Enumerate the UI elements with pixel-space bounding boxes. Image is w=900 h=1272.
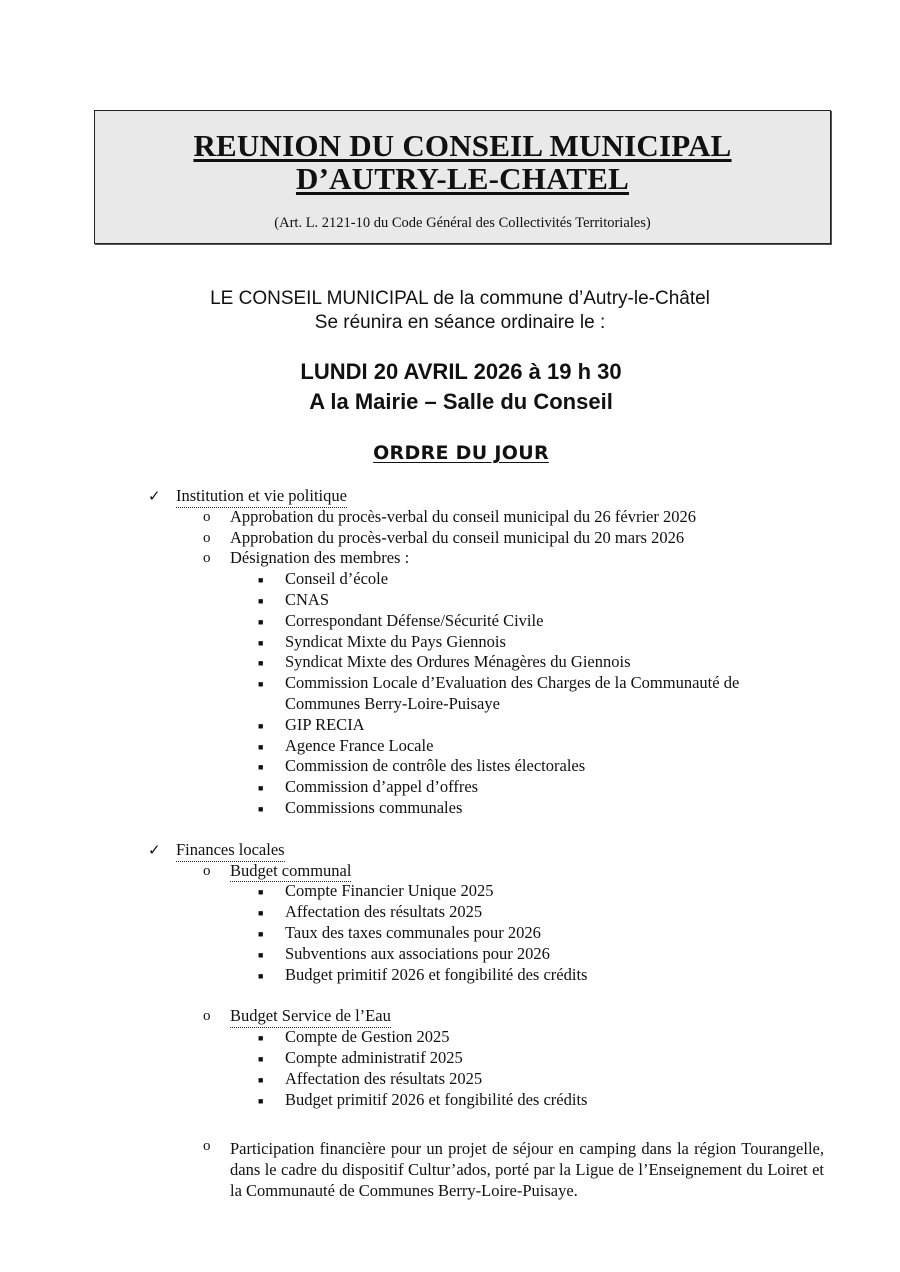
list-item [0,1069,900,1090]
list-item [0,965,900,986]
circle-bullet-icon: o [203,550,211,567]
list-item [0,756,900,777]
list-item [0,1027,900,1048]
item-text: Affectation des résultats 2025 [285,902,483,922]
section-title-institution: Institution et vie politique [176,486,347,508]
square-bullet-icon: ■ [258,928,264,939]
item-text: Compte administratif 2025 [285,1047,463,1067]
list-item-continuation [0,694,900,715]
square-bullet-icon: ■ [258,720,264,731]
square-bullet-icon: ■ [258,908,264,919]
document-title [95,129,830,195]
subsection-title-budget-communal: Budget communal [230,861,351,883]
item-text: Syndicat Mixte du Pays Giennois [285,631,506,651]
meeting-location: A la Mairie – Salle du Conseil [309,389,613,414]
list-item [0,798,900,819]
intro-line-2: Se réunira en séance ordinaire le : [314,312,606,333]
subsection-heading [0,861,900,882]
spacer [0,985,900,1006]
meeting-date-time: LUNDI 20 AVRIL 2026 à 19 h 30 [300,359,622,384]
list-item [0,632,900,653]
legal-reference: (Art. L. 2121-10 du Code Général des Collectivités Territoriales) [274,215,651,231]
list-item [0,1048,900,1069]
list-item [0,611,900,632]
meeting-info [0,357,900,417]
section-title-finances: Finances locales [176,840,285,862]
item-text: Compte Financier Unique 2025 [285,881,494,901]
item-text: Conseil d’école [285,569,389,589]
title-line-2: D’AUTRY-LE-CHATEL [295,161,630,196]
header-box [94,110,831,244]
list-item [0,944,900,965]
square-bullet-icon: ■ [258,658,264,669]
circle-bullet-icon: o [203,1008,211,1025]
square-bullet-icon: ■ [258,637,264,648]
item-text: Commission d’appel d’offres [285,777,479,797]
agenda-title: ORDRE DU JOUR [373,442,549,464]
circle-bullet-icon: o [203,862,211,879]
square-bullet-icon: ■ [258,575,264,586]
square-bullet-icon: ■ [258,970,264,981]
list-item [0,507,900,528]
checkmark-icon: ✓ [148,487,161,505]
item-text: Budget primitif 2026 et fongibilité des crédits [285,964,588,984]
item-text: Communes Berry-Loire-Puisaye [285,693,500,713]
list-item [0,881,900,902]
item-text: Commission de contrôle des listes électorales [285,756,586,776]
circle-bullet-icon: o [203,529,211,546]
list-item [0,902,900,923]
item-text: Subventions aux associations pour 2026 [285,943,550,963]
item-text: Agence France Locale [285,735,434,755]
item-text: Affectation des résultats 2025 [285,1068,483,1088]
square-bullet-icon: ■ [258,741,264,752]
item-text: GIP RECIA [285,714,365,734]
list-item [0,673,900,694]
item-text: Taux des taxes communales pour 2026 [285,922,541,942]
square-bullet-icon: ■ [258,1095,264,1106]
square-bullet-icon: ■ [258,949,264,960]
list-item [0,1090,900,1111]
list-item [0,569,900,590]
square-bullet-icon: ■ [258,783,264,794]
list-item [0,548,900,569]
subsection-title-budget-eau: Budget Service de l’Eau [230,1006,391,1028]
intro-line-1: LE CONSEIL MUNICIPAL de la commune d’Autry-le-Châtel [210,288,710,309]
square-bullet-icon: ■ [258,1074,264,1085]
square-bullet-icon: ■ [258,616,264,627]
square-bullet-icon: ■ [258,803,264,814]
title-line-1: REUNION DU CONSEIL MUNICIPAL [193,128,732,163]
participation-paragraph: Participation financière pour un projet de séjour en camping dans la région Tourangelle, dans le cadre du dispositif Cultur’ados, porté par la Ligue de l’Enseignement du Loiret et la Communauté de Communes Berry-Loire-Puisaye. [230,1139,824,1200]
list-item [0,715,900,736]
square-bullet-icon: ■ [258,679,264,690]
list-item [0,736,900,757]
agenda-list [0,486,900,1110]
item-text: Budget primitif 2026 et fongibilité des crédits [285,1089,588,1109]
list-item [0,590,900,611]
circle-bullet-icon: o [203,1138,211,1154]
checkmark-icon: ✓ [148,840,161,859]
item-text: Commission Locale d’Evaluation des Charges de la Communauté de [285,673,740,693]
item-text: Commissions communales [285,797,463,817]
item-text: Approbation du procès-verbal du conseil municipal du 20 mars 2026 [230,527,685,547]
item-text: Approbation du procès-verbal du conseil municipal du 26 février 2026 [230,506,696,526]
square-bullet-icon: ■ [258,595,264,606]
item-text: Correspondant Défense/Sécurité Civile [285,610,544,630]
intro-text [0,287,900,335]
spacer [0,819,900,840]
item-text: Désignation des membres : [230,548,410,568]
square-bullet-icon: ■ [258,1053,264,1064]
section-heading [0,840,900,861]
list-item [0,923,900,944]
item-text: Compte de Gestion 2025 [285,1027,450,1047]
square-bullet-icon: ■ [258,1033,264,1044]
square-bullet-icon: ■ [258,887,264,898]
item-text: Syndicat Mixte des Ordures Ménagères du Giennois [285,652,631,672]
square-bullet-icon: ■ [258,762,264,773]
section-heading [0,486,900,507]
list-item [0,528,900,549]
subsection-heading [0,1006,900,1027]
list-item [0,652,900,673]
circle-bullet-icon: o [203,508,211,525]
list-item [0,777,900,798]
item-text: CNAS [285,589,330,609]
